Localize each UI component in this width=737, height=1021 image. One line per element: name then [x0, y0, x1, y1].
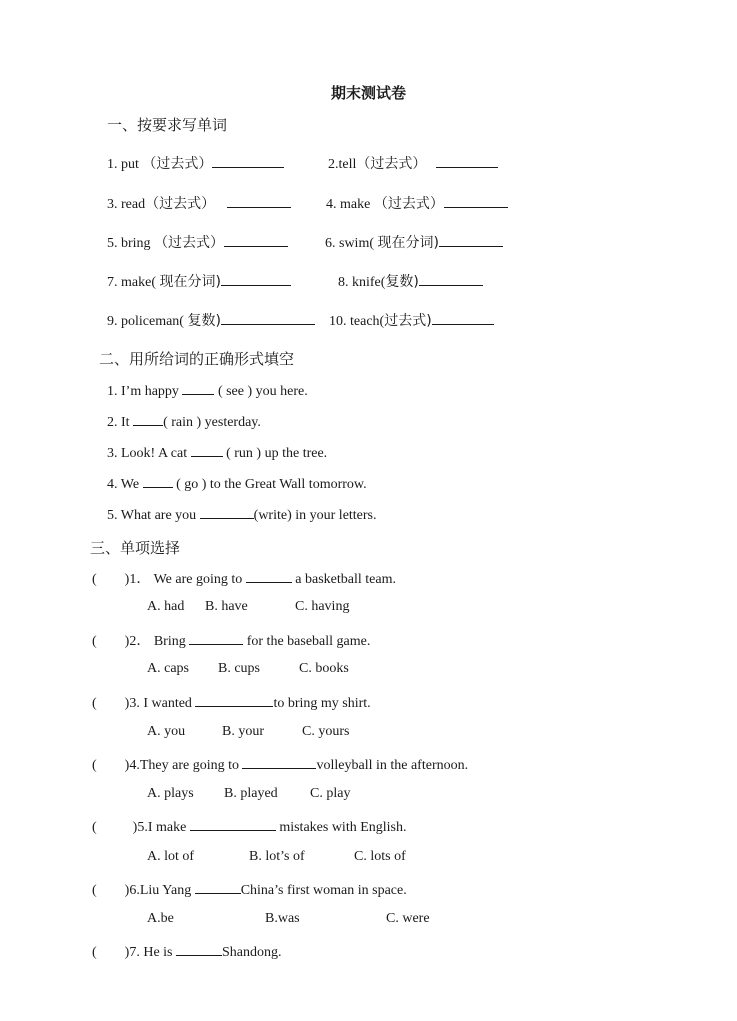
s2-item-5: 5. What are you (write) in your letters. — [107, 505, 377, 524]
option-a[interactable]: A.be — [147, 911, 174, 926]
answer-blank — [195, 693, 273, 707]
s1-item-3: 3. read（过去式） — [107, 193, 291, 213]
answer-blank[interactable] — [227, 194, 291, 208]
option-a[interactable]: A. had — [147, 599, 185, 614]
mc-question-6: ( )6.Liu Yang China’s first woman in space. — [92, 880, 407, 899]
s1-item-9: 9. policeman( 复数) — [107, 310, 315, 330]
mc-question-4: ( )4.They are going to volleyball in the afternoon. — [92, 755, 468, 774]
s2-item-3: 3. Look! A cat ( run ) up the tree. — [107, 443, 327, 462]
s1-item-2: 2.tell（过去式） — [328, 153, 498, 173]
answer-blank[interactable] — [133, 412, 163, 426]
s2-item-4: 4. We ( go ) to the Great Wall tomorrow. — [107, 474, 367, 493]
answer-blank[interactable] — [143, 474, 173, 488]
answer-blank[interactable] — [221, 272, 291, 286]
option-c[interactable]: C. were — [386, 911, 430, 926]
option-c[interactable]: C. books — [299, 661, 349, 676]
s2-item-1: 1. I’m happy ( see ) you here. — [107, 381, 308, 400]
answer-blank — [195, 880, 241, 894]
option-a[interactable]: A. you — [147, 724, 186, 739]
option-a[interactable]: A. plays — [147, 786, 194, 801]
section-3-heading: 三、单项选择 — [90, 539, 181, 557]
answer-blank[interactable] — [191, 443, 223, 457]
answer-blank[interactable] — [221, 311, 315, 325]
page-title: 期末测试卷 — [330, 84, 406, 102]
answer-blank — [176, 942, 222, 956]
option-a[interactable]: A. lot of — [147, 849, 195, 864]
option-b[interactable]: B. your — [222, 724, 264, 739]
answer-blank[interactable] — [200, 505, 254, 519]
s2-item-2: 2. It ( rain ) yesterday. — [107, 412, 261, 431]
answer-blank[interactable] — [182, 381, 214, 395]
s1-item-8: 8. knife(复数) — [338, 271, 483, 291]
s1-item-4: 4. make （过去式） — [326, 193, 508, 213]
s1-item-1: 1. put （过去式） — [107, 153, 284, 173]
answer-blank — [189, 631, 243, 645]
mc-question-3: ( )3. I wanted to bring my shirt. — [92, 693, 371, 712]
option-a[interactable]: A. caps — [147, 661, 189, 676]
answer-blank[interactable] — [419, 272, 483, 286]
option-c[interactable]: C. having — [295, 599, 350, 614]
option-b[interactable]: B.was — [265, 911, 300, 926]
mc-question-2: ( )2． Bring for the baseball game. — [92, 630, 370, 650]
s1-item-10: 10. teach(过去式) — [329, 310, 494, 330]
section-1-heading: 一、按要求写单词 — [107, 116, 228, 134]
option-c[interactable]: C. play — [310, 786, 351, 801]
answer-blank[interactable] — [436, 154, 498, 168]
answer-blank — [242, 755, 316, 769]
mc-question-5: ( )5.I make mistakes with English. — [92, 817, 407, 836]
option-b[interactable]: B. played — [224, 786, 278, 801]
mc-question-7: ( )7. He is Shandong. — [92, 942, 282, 961]
s1-item-5: 5. bring （过去式） — [107, 232, 288, 252]
answer-blank — [246, 569, 292, 583]
s1-item-7: 7. make( 现在分词) — [107, 271, 291, 291]
answer-blank[interactable] — [439, 233, 503, 247]
option-b[interactable]: B. have — [205, 599, 248, 614]
option-b[interactable]: B. lot’s of — [249, 849, 305, 864]
answer-blank[interactable] — [432, 311, 494, 325]
answer-blank — [190, 817, 276, 831]
answer-blank[interactable] — [444, 194, 508, 208]
s1-item-6: 6. swim( 现在分词) — [325, 232, 503, 252]
answer-blank[interactable] — [212, 154, 284, 168]
answer-blank[interactable] — [224, 233, 288, 247]
option-c[interactable]: C. yours — [302, 724, 350, 739]
option-b[interactable]: B. cups — [218, 661, 260, 676]
section-2-heading: 二、用所给词的正确形式填空 — [99, 350, 295, 368]
mc-question-1: ( )1． We are going to a basketball team. — [92, 568, 396, 588]
option-c[interactable]: C. lots of — [354, 849, 406, 864]
